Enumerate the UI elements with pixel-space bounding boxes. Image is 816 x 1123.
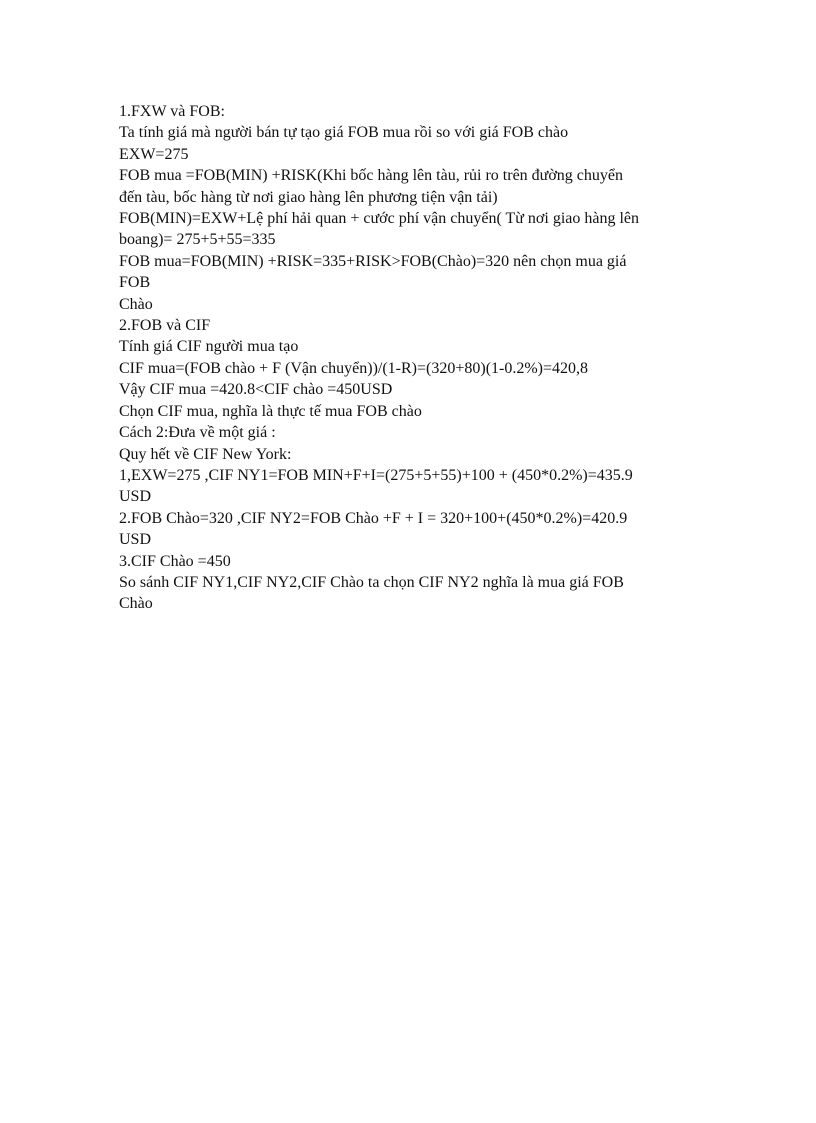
text-line: boang)= 275+5+55=335: [119, 231, 276, 249]
text-line: Chào: [119, 595, 153, 613]
text-line: 3.CIF Chào =450: [119, 552, 231, 570]
text-line: So sánh CIF NY1,CIF NY2,CIF Chào ta chọn CIF NY2 nghĩa là mua giá FOB: [119, 573, 624, 591]
text-line: Quy hết về CIF New York:: [119, 445, 292, 463]
text-line: FOB mua =FOB(MIN) +RISK(Khi bốc hàng lên tàu, rủi ro trên đường chuyển: [119, 167, 623, 185]
text-line: Vậy CIF mua =420.8<CIF chào =450USD: [119, 381, 393, 399]
text-line: EXW=275: [119, 145, 189, 163]
text-line: đến tàu, bốc hàng từ nơi giao hàng lên phương tiện vận tải): [119, 188, 498, 206]
text-line: 1,EXW=275 ,CIF NY1=FOB MIN+F+I=(275+5+55)+100 + (450*0.2%)=435.9: [119, 466, 633, 484]
text-line: FOB: [119, 274, 151, 292]
text-line: FOB(MIN)=EXW+Lệ phí hải quan + cước phí vận chuyển( Từ nơi giao hàng lên: [119, 210, 640, 228]
text-line: USD: [119, 488, 152, 506]
text-line: Chọn CIF mua, nghĩa là thực tế mua FOB chào: [119, 402, 422, 420]
text-line: Ta tính giá mà người bán tự tạo giá FOB mua rồi so với giá FOB chào: [119, 124, 569, 142]
text-line: FOB mua=FOB(MIN) +RISK=335+RISK>FOB(Chào)=320 nên chọn mua giá: [119, 252, 627, 270]
heading-fxw-fob: 1.FXW và FOB:: [119, 103, 225, 120]
text-line: Chào: [119, 295, 153, 313]
document-body: [119, 101, 709, 615]
heading-method-2: Cách 2:Đưa về một giá :: [119, 424, 276, 442]
text-line: CIF mua=(FOB chào + F (Vận chuyển))/(1-R)=(320+80)(1-0.2%)=420,8: [119, 359, 589, 377]
heading-fob-cif: 2.FOB và CIF: [119, 317, 211, 335]
text-line: USD: [119, 531, 152, 549]
text-line: Tính giá CIF người mua tạo: [119, 338, 299, 356]
text-line: 2.FOB Chào=320 ,CIF NY2=FOB Chào +F + I = 320+100+(450*0.2%)=420.9: [119, 509, 628, 527]
